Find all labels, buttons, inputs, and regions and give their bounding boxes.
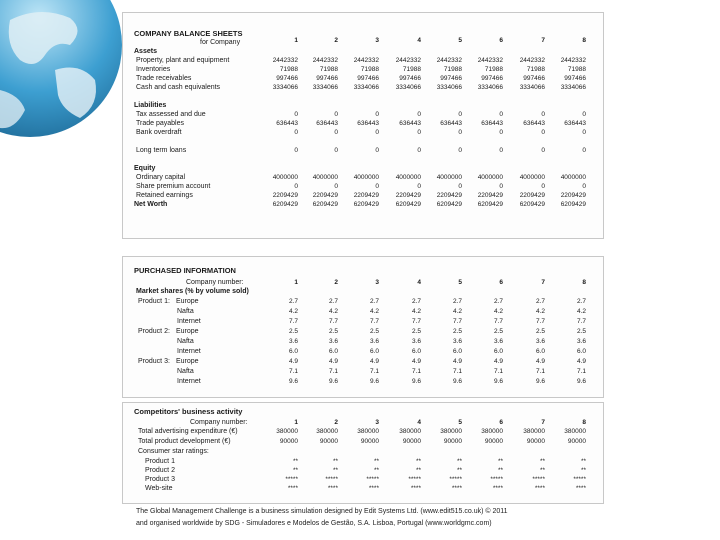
- rating-col-8: **: [580, 458, 586, 465]
- balance-row-col-4: 2442332: [395, 57, 421, 64]
- market-share-col-6: 4.9: [493, 358, 503, 365]
- market-label: Europe: [176, 328, 199, 335]
- market-share-col-2: 6.0: [328, 348, 338, 355]
- competitor-row-col-4: 90000: [402, 438, 421, 445]
- balance-row-col-7: 0: [541, 147, 545, 154]
- market-share-col-5: 2.7: [452, 298, 462, 305]
- balance-row-col-2: 71988: [319, 66, 338, 73]
- balance-row-col-1: 0: [294, 183, 298, 190]
- market-label: Nafta: [177, 338, 194, 345]
- balance-row-col-3: 0: [375, 183, 379, 190]
- balance-row-col-2: 3334066: [312, 84, 338, 91]
- market-share-col-5: 4.2: [452, 308, 462, 315]
- balance-section-assets: Assets: [134, 48, 157, 55]
- market-share-col-4: 3.6: [411, 338, 421, 345]
- rating-col-8: ****: [575, 485, 586, 492]
- balance-row-col-2: 997466: [316, 75, 338, 82]
- balance-row-col-8: 4000000: [560, 174, 586, 181]
- balance-row-col-4: 2209429: [395, 192, 421, 199]
- net-worth-col-1: 6209429: [272, 201, 298, 208]
- balance-col-header-col-2: 2: [334, 37, 338, 44]
- purchased-col-header-col-8: 8: [582, 279, 586, 286]
- balance-row-label: Tax assessed and due: [136, 111, 206, 118]
- product-label: Product 1:: [138, 298, 170, 305]
- competitor-row-col-3: 90000: [360, 438, 379, 445]
- market-share-col-2: 2.7: [328, 298, 338, 305]
- market-share-col-2: 4.2: [328, 308, 338, 315]
- net-worth-col-3: 6209429: [353, 201, 379, 208]
- market-share-col-8: 4.2: [576, 308, 586, 315]
- balance-row-col-4: 0: [417, 129, 421, 136]
- market-label: Nafta: [177, 308, 194, 315]
- balance-row-col-8: 636443: [564, 120, 586, 127]
- product-label: Product 2:: [138, 328, 170, 335]
- net-worth-col-6: 6209429: [477, 201, 503, 208]
- rating-label: Product 1: [145, 458, 175, 465]
- balance-row-col-8: 71988: [567, 66, 586, 73]
- balance-row-col-4: 0: [417, 183, 421, 190]
- balance-row-col-1: 636443: [276, 120, 298, 127]
- market-share-col-6: 3.6: [493, 338, 503, 345]
- competitors-col-header-col-8: 8: [582, 419, 586, 426]
- balance-row-col-3: 2209429: [353, 192, 379, 199]
- rating-col-6: ****: [492, 485, 503, 492]
- net-worth-col-2: 6209429: [312, 201, 338, 208]
- competitor-row-col-7: 380000: [523, 428, 545, 435]
- balance-row-col-4: 3334066: [395, 84, 421, 91]
- competitor-row-col-6: 380000: [481, 428, 503, 435]
- market-label: Nafta: [177, 368, 194, 375]
- market-share-col-4: 6.0: [411, 348, 421, 355]
- market-share-col-1: 2.7: [288, 298, 298, 305]
- net-worth-col-5: 6209429: [436, 201, 462, 208]
- rating-col-2: ****: [327, 485, 338, 492]
- balance-col-header-col-8: 8: [582, 37, 586, 44]
- rating-col-5: *****: [449, 476, 462, 483]
- balance-col-header-col-6: 6: [499, 37, 503, 44]
- market-share-col-3: 4.9: [369, 358, 379, 365]
- market-share-col-6: 2.7: [493, 298, 503, 305]
- market-share-col-5: 2.5: [452, 328, 462, 335]
- globe-graphic: [0, 0, 125, 150]
- balance-row-col-1: 997466: [276, 75, 298, 82]
- balance-row-col-7: 2442332: [519, 57, 545, 64]
- market-label: Europe: [176, 358, 199, 365]
- market-label: Internet: [177, 348, 201, 355]
- balance-row-col-6: 636443: [481, 120, 503, 127]
- net-worth-label: Net Worth: [134, 201, 168, 208]
- rating-col-1: **: [292, 458, 298, 465]
- balance-row-label: Property, plant and equipment: [136, 57, 230, 64]
- rating-col-5: ****: [451, 485, 462, 492]
- balance-row-col-7: 997466: [523, 75, 545, 82]
- purchased-title: PURCHASED INFORMATION: [134, 266, 236, 275]
- balance-row-col-8: 2209429: [560, 192, 586, 199]
- market-share-col-7: 4.9: [535, 358, 545, 365]
- rating-col-4: **: [415, 467, 421, 474]
- competitors-company-label: Company number:: [190, 419, 248, 426]
- balance-row-col-7: 4000000: [519, 174, 545, 181]
- balance-row-col-1: 3334066: [272, 84, 298, 91]
- competitor-row-col-7: 90000: [526, 438, 545, 445]
- rating-col-3: ****: [368, 485, 379, 492]
- balance-row-col-8: 997466: [564, 75, 586, 82]
- balance-row-col-6: 0: [499, 183, 503, 190]
- market-share-col-3: 6.0: [369, 348, 379, 355]
- market-share-col-5: 9.6: [452, 378, 462, 385]
- market-share-col-6: 4.2: [493, 308, 503, 315]
- market-share-col-8: 2.5: [576, 328, 586, 335]
- balance-row-col-6: 71988: [484, 66, 503, 73]
- rating-col-7: **: [539, 467, 545, 474]
- market-share-col-6: 9.6: [493, 378, 503, 385]
- market-share-col-1: 2.5: [288, 328, 298, 335]
- rating-col-2: **: [332, 458, 338, 465]
- balance-row-col-2: 636443: [316, 120, 338, 127]
- rating-label: Product 3: [145, 476, 175, 483]
- balance-row-label: Retained earnings: [136, 192, 193, 199]
- market-share-col-7: 2.7: [535, 298, 545, 305]
- balance-row-col-4: 0: [417, 111, 421, 118]
- balance-row-col-7: 0: [541, 111, 545, 118]
- market-share-col-1: 3.6: [288, 338, 298, 345]
- purchased-company-label: Company number:: [186, 279, 244, 286]
- market-share-col-1: 4.9: [288, 358, 298, 365]
- footer-line-1: The Global Management Challenge is a business simulation designed by Edit Systems Ltd. (www.edit515.co.uk) © 2011: [136, 508, 508, 515]
- balance-row-col-6: 997466: [481, 75, 503, 82]
- competitors-col-header-col-1: 1: [294, 419, 298, 426]
- purchased-col-header-col-2: 2: [334, 279, 338, 286]
- market-share-col-5: 3.6: [452, 338, 462, 345]
- balance-row-col-4: 0: [417, 147, 421, 154]
- balance-row-col-5: 997466: [440, 75, 462, 82]
- market-share-col-7: 4.2: [535, 308, 545, 315]
- market-share-col-5: 4.9: [452, 358, 462, 365]
- purchased-col-header-col-4: 4: [417, 279, 421, 286]
- rating-col-2: **: [332, 467, 338, 474]
- competitors-col-header-col-6: 6: [499, 419, 503, 426]
- market-share-col-6: 7.1: [493, 368, 503, 375]
- purchased-col-header-col-7: 7: [541, 279, 545, 286]
- balance-row-label: Trade payables: [136, 120, 184, 127]
- balance-row-col-4: 4000000: [395, 174, 421, 181]
- balance-row-col-4: 997466: [399, 75, 421, 82]
- competitor-row-label: Total product development (€): [138, 438, 231, 445]
- rating-col-6: *****: [490, 476, 503, 483]
- market-label: Internet: [177, 378, 201, 385]
- rating-col-1: **: [292, 467, 298, 474]
- rating-col-7: *****: [532, 476, 545, 483]
- rating-label: Product 2: [145, 467, 175, 474]
- balance-row-col-6: 0: [499, 129, 503, 136]
- net-worth-col-8: 6209429: [560, 201, 586, 208]
- competitors-col-header-col-4: 4: [417, 419, 421, 426]
- market-share-col-2: 3.6: [328, 338, 338, 345]
- rating-col-1: ****: [287, 485, 298, 492]
- balance-row-col-1: 0: [294, 147, 298, 154]
- market-share-col-3: 2.5: [369, 328, 379, 335]
- balance-row-col-3: 2442332: [353, 57, 379, 64]
- balance-row-label: Ordinary capital: [136, 174, 186, 181]
- rating-col-3: *****: [366, 476, 379, 483]
- balance-row-col-3: 4000000: [353, 174, 379, 181]
- balance-row-col-7: 71988: [526, 66, 545, 73]
- market-share-col-8: 3.6: [576, 338, 586, 345]
- rating-col-7: ****: [534, 485, 545, 492]
- competitor-row-col-1: 380000: [276, 428, 298, 435]
- net-worth-col-4: 6209429: [395, 201, 421, 208]
- balance-row-col-6: 3334066: [477, 84, 503, 91]
- balance-row-label: Bank overdraft: [136, 129, 182, 136]
- market-share-col-3: 2.7: [369, 298, 379, 305]
- market-share-col-5: 7.1: [452, 368, 462, 375]
- market-share-col-5: 7.7: [452, 318, 462, 325]
- balance-subtitle: for Company: [200, 39, 241, 46]
- market-label: Internet: [177, 318, 201, 325]
- balance-row-label: Share premium account: [136, 183, 211, 190]
- competitor-row-col-2: 90000: [319, 438, 338, 445]
- market-share-col-3: 9.6: [369, 378, 379, 385]
- purchased-col-header-col-5: 5: [458, 279, 462, 286]
- competitor-row-col-8: 90000: [567, 438, 586, 445]
- market-share-col-4: 4.9: [411, 358, 421, 365]
- balance-row-col-1: 2442332: [272, 57, 298, 64]
- market-share-col-1: 6.0: [288, 348, 298, 355]
- balance-row-col-7: 3334066: [519, 84, 545, 91]
- balance-row-col-2: 0: [334, 183, 338, 190]
- market-share-col-5: 6.0: [452, 348, 462, 355]
- market-share-col-6: 7.7: [493, 318, 503, 325]
- rating-col-6: **: [497, 467, 503, 474]
- balance-row-col-6: 4000000: [477, 174, 503, 181]
- competitor-row-col-2: 380000: [316, 428, 338, 435]
- balance-row-col-3: 0: [375, 147, 379, 154]
- rating-col-4: ****: [410, 485, 421, 492]
- rating-col-6: **: [497, 458, 503, 465]
- market-share-col-1: 4.2: [288, 308, 298, 315]
- rating-col-1: *****: [285, 476, 298, 483]
- competitors-title: Competitors' business activity: [134, 407, 243, 416]
- balance-row-col-8: 0: [582, 129, 586, 136]
- rating-col-2: *****: [325, 476, 338, 483]
- market-share-col-7: 2.5: [535, 328, 545, 335]
- market-share-col-3: 3.6: [369, 338, 379, 345]
- balance-row-col-1: 2209429: [272, 192, 298, 199]
- balance-row-col-2: 2442332: [312, 57, 338, 64]
- balance-row-col-8: 0: [582, 111, 586, 118]
- market-share-col-6: 2.5: [493, 328, 503, 335]
- competitor-row-col-5: 90000: [443, 438, 462, 445]
- market-share-col-3: 4.2: [369, 308, 379, 315]
- purchased-col-header-col-6: 6: [499, 279, 503, 286]
- competitor-row-label: Total advertising expenditure (€): [138, 428, 238, 435]
- rating-col-3: **: [373, 458, 379, 465]
- rating-label: Web-site: [145, 485, 173, 492]
- market-share-col-2: 7.7: [328, 318, 338, 325]
- market-share-col-4: 4.2: [411, 308, 421, 315]
- balance-row-col-1: 0: [294, 111, 298, 118]
- competitor-row-col-5: 380000: [440, 428, 462, 435]
- balance-row-col-1: 0: [294, 129, 298, 136]
- balance-row-col-3: 71988: [360, 66, 379, 73]
- market-share-col-4: 2.7: [411, 298, 421, 305]
- balance-row-col-6: 0: [499, 111, 503, 118]
- balance-row-col-3: 0: [375, 111, 379, 118]
- market-share-col-1: 7.1: [288, 368, 298, 375]
- market-share-col-8: 4.9: [576, 358, 586, 365]
- market-share-col-8: 6.0: [576, 348, 586, 355]
- balance-row-label: Inventories: [136, 66, 171, 73]
- market-share-col-4: 2.5: [411, 328, 421, 335]
- market-share-col-7: 9.6: [535, 378, 545, 385]
- market-share-col-4: 9.6: [411, 378, 421, 385]
- balance-row-col-7: 636443: [523, 120, 545, 127]
- balance-col-header-col-7: 7: [541, 37, 545, 44]
- balance-row-col-2: 4000000: [312, 174, 338, 181]
- balance-row-col-6: 0: [499, 147, 503, 154]
- balance-row-col-7: 0: [541, 183, 545, 190]
- balance-row-col-5: 2442332: [436, 57, 462, 64]
- balance-section-equity: Equity: [134, 165, 156, 172]
- market-share-col-2: 2.5: [328, 328, 338, 335]
- market-share-col-7: 7.7: [535, 318, 545, 325]
- balance-row-col-2: 0: [334, 111, 338, 118]
- balance-row-col-5: 2209429: [436, 192, 462, 199]
- market-share-col-6: 6.0: [493, 348, 503, 355]
- balance-row-col-2: 0: [334, 129, 338, 136]
- balance-row-col-3: 997466: [357, 75, 379, 82]
- market-label: Europe: [176, 298, 199, 305]
- balance-col-header-col-1: 1: [294, 37, 298, 44]
- rating-col-5: **: [456, 467, 462, 474]
- market-share-col-8: 7.1: [576, 368, 586, 375]
- balance-row-col-8: 3334066: [560, 84, 586, 91]
- market-share-col-3: 7.7: [369, 318, 379, 325]
- market-share-col-7: 7.1: [535, 368, 545, 375]
- competitor-row-col-3: 380000: [357, 428, 379, 435]
- rating-col-4: *****: [408, 476, 421, 483]
- competitor-row-col-8: 380000: [564, 428, 586, 435]
- balance-row-col-7: 0: [541, 129, 545, 136]
- balance-row-col-8: 0: [582, 147, 586, 154]
- rating-col-8: **: [580, 467, 586, 474]
- market-share-col-2: 4.9: [328, 358, 338, 365]
- balance-row-label: Long term loans: [136, 147, 187, 154]
- market-share-col-2: 9.6: [328, 378, 338, 385]
- purchased-col-header-col-1: 1: [294, 279, 298, 286]
- balance-row-col-3: 636443: [357, 120, 379, 127]
- market-share-col-1: 9.6: [288, 378, 298, 385]
- rating-col-4: **: [415, 458, 421, 465]
- ratings-label: Consumer star ratings:: [138, 448, 209, 455]
- balance-row-col-2: 2209429: [312, 192, 338, 199]
- footer-line-2: and organised worldwide by SDG - Simuladores e Modelos de Gestão, S.A. Lisboa, Portugal (www.worldgmc.com): [136, 520, 492, 527]
- market-share-col-4: 7.1: [411, 368, 421, 375]
- market-share-col-7: 3.6: [535, 338, 545, 345]
- balance-row-col-4: 71988: [402, 66, 421, 73]
- balance-row-col-5: 71988: [443, 66, 462, 73]
- purchased-col-header-col-3: 3: [375, 279, 379, 286]
- balance-row-col-5: 0: [458, 147, 462, 154]
- balance-row-col-1: 71988: [279, 66, 298, 73]
- market-share-col-8: 7.7: [576, 318, 586, 325]
- balance-row-col-2: 0: [334, 147, 338, 154]
- balance-row-col-1: 4000000: [272, 174, 298, 181]
- competitors-col-header-col-7: 7: [541, 419, 545, 426]
- balance-row-col-5: 0: [458, 183, 462, 190]
- market-shares-label: Market shares (% by volume sold): [136, 288, 249, 295]
- balance-row-col-6: 2442332: [477, 57, 503, 64]
- market-share-col-4: 7.7: [411, 318, 421, 325]
- balance-row-col-3: 3334066: [353, 84, 379, 91]
- purchased-information-panel: [122, 256, 604, 398]
- market-share-col-8: 2.7: [576, 298, 586, 305]
- balance-row-col-5: 0: [458, 129, 462, 136]
- competitors-col-header-col-3: 3: [375, 419, 379, 426]
- competitor-row-col-6: 90000: [484, 438, 503, 445]
- balance-row-col-4: 636443: [399, 120, 421, 127]
- rating-col-3: **: [373, 467, 379, 474]
- rating-col-8: *****: [573, 476, 586, 483]
- competitor-row-col-1: 90000: [279, 438, 298, 445]
- competitor-row-col-4: 380000: [399, 428, 421, 435]
- rating-col-5: **: [456, 458, 462, 465]
- balance-col-header-col-5: 5: [458, 37, 462, 44]
- balance-title: COMPANY BALANCE SHEETS: [134, 29, 243, 38]
- market-share-col-7: 6.0: [535, 348, 545, 355]
- balance-row-label: Cash and cash equivalents: [136, 84, 221, 91]
- balance-row-col-5: 4000000: [436, 174, 462, 181]
- market-share-col-8: 9.6: [576, 378, 586, 385]
- balance-row-col-8: 2442332: [560, 57, 586, 64]
- balance-section-liabilities: Liabilities: [134, 102, 167, 109]
- balance-row-col-5: 3334066: [436, 84, 462, 91]
- balance-row-col-7: 2209429: [519, 192, 545, 199]
- competitors-col-header-col-2: 2: [334, 419, 338, 426]
- balance-row-col-6: 2209429: [477, 192, 503, 199]
- product-label: Product 3:: [138, 358, 170, 365]
- balance-col-header-col-3: 3: [375, 37, 379, 44]
- market-share-col-2: 7.1: [328, 368, 338, 375]
- balance-row-col-5: 636443: [440, 120, 462, 127]
- balance-row-col-8: 0: [582, 183, 586, 190]
- balance-row-col-5: 0: [458, 111, 462, 118]
- rating-col-7: **: [539, 458, 545, 465]
- market-share-col-1: 7.7: [288, 318, 298, 325]
- balance-row-label: Trade receivables: [136, 75, 192, 82]
- balance-col-header-col-4: 4: [417, 37, 421, 44]
- competitors-col-header-col-5: 5: [458, 419, 462, 426]
- market-share-col-3: 7.1: [369, 368, 379, 375]
- net-worth-col-7: 6209429: [519, 201, 545, 208]
- balance-row-col-3: 0: [375, 129, 379, 136]
